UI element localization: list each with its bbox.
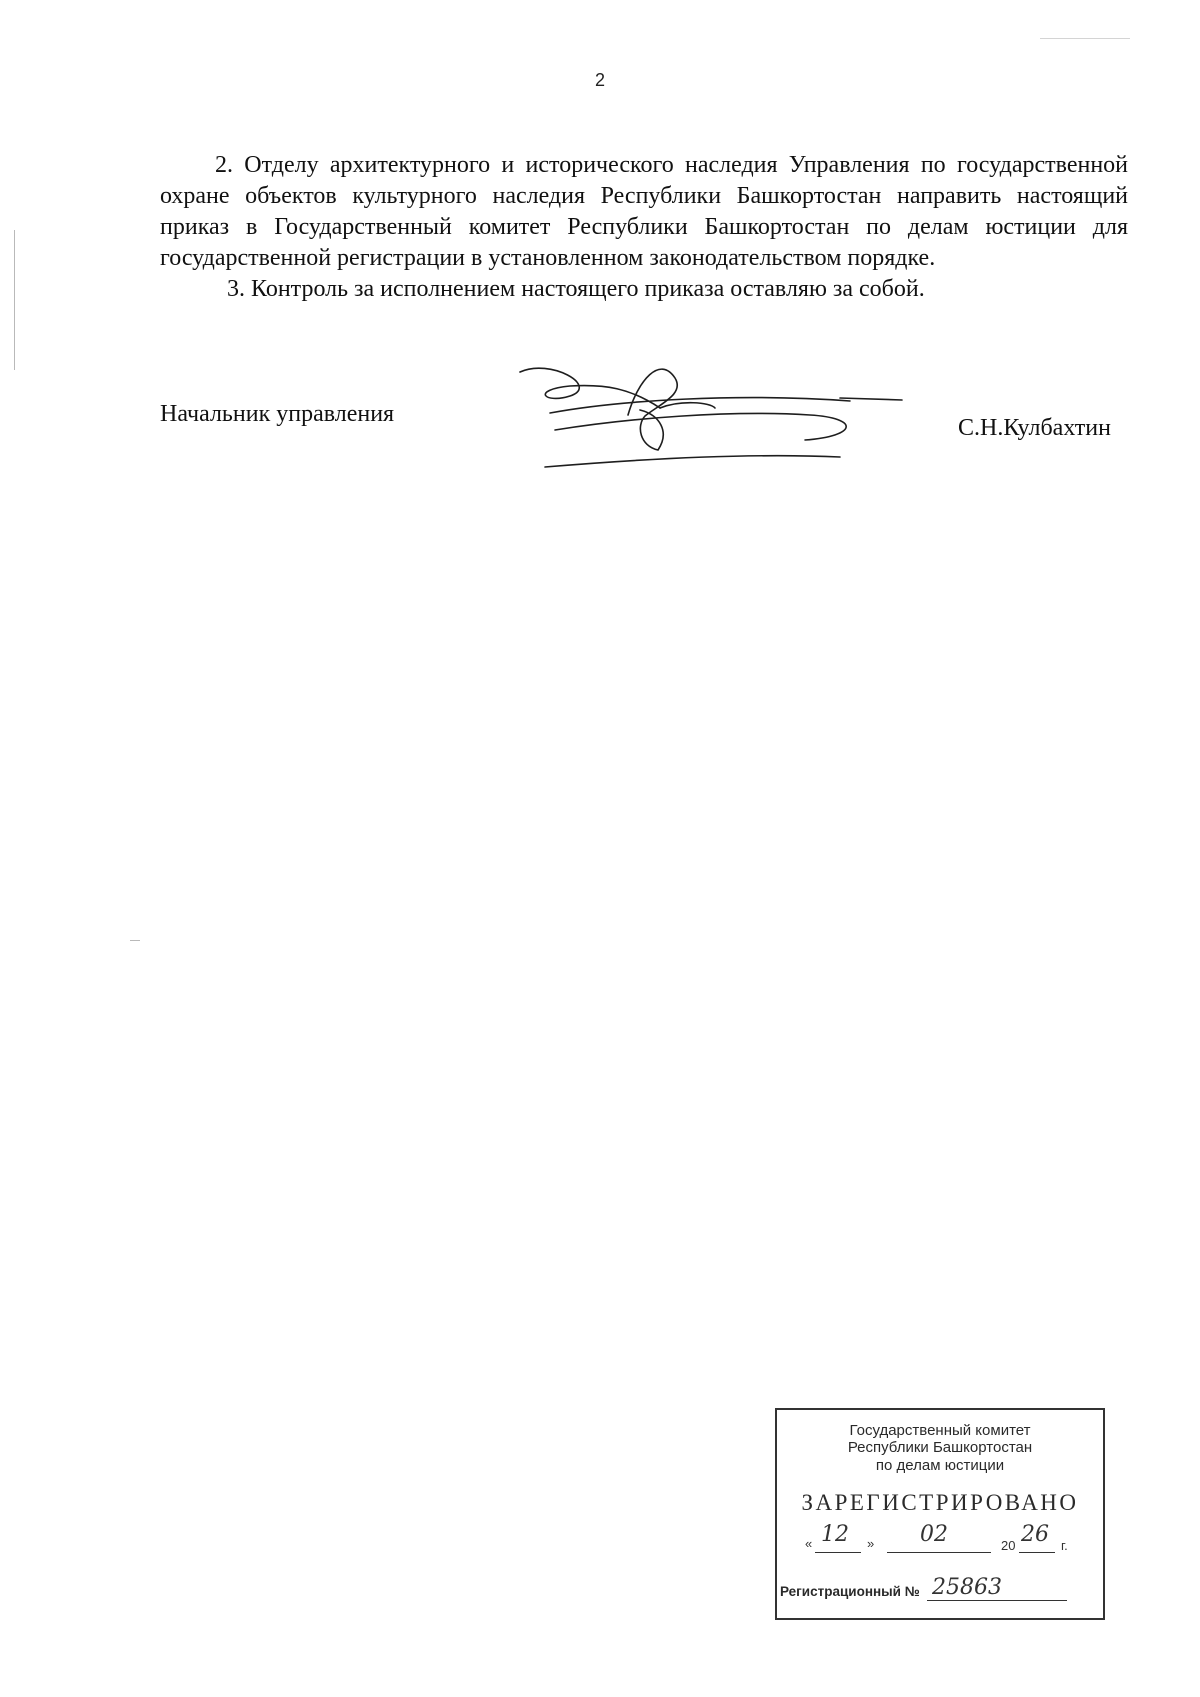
signatory-name: С.Н.Кулбахтин xyxy=(958,415,1111,441)
stamp-registration-number xyxy=(780,1575,1080,1604)
page-number: 2 xyxy=(594,70,605,90)
signatory-title: Начальник управления xyxy=(160,401,395,427)
stamp-org-line: Государственный комитет xyxy=(849,1422,1031,1439)
date-year-unit: г. xyxy=(1061,1538,1068,1553)
stamp-status: ЗАРЕГИСТРИРОВАНО xyxy=(801,1490,1079,1515)
date-quote-close: » xyxy=(867,1536,875,1551)
paragraph-item-3: 3. Контроль за исполнением настоящего приказа оставляю за собой. xyxy=(227,276,925,302)
date-month-underline xyxy=(887,1552,991,1553)
stamp-org-line: по делам юстиции xyxy=(875,1457,1005,1474)
stamp-org-line: Республики Башкортостан xyxy=(847,1439,1033,1456)
date-day-underline xyxy=(815,1552,861,1553)
date-quote-open: « xyxy=(805,1536,813,1551)
registration-stamp xyxy=(775,1408,1105,1620)
date-year-prefix: 20 xyxy=(1001,1538,1016,1553)
handwritten-signature xyxy=(510,360,910,475)
signature-block xyxy=(0,360,1200,480)
regno-value: 25863 xyxy=(932,1575,1002,1600)
paragraph-item-2: 2. Отделу архитектурного и исторического наследия Управления по государственной охране объектов культурного наследия Республики Башкортостан направить настоящий приказ в Государственный комитет Республики Башкортостан по делам юстиции для государственной регистрации в установленном законодательством порядке. xyxy=(160,152,1128,271)
date-day: 12 xyxy=(821,1522,849,1547)
date-year-suffix: 26 xyxy=(1021,1522,1049,1547)
regno-label: Регистрационный № xyxy=(780,1584,920,1599)
scan-mark xyxy=(14,230,15,370)
date-month: 02 xyxy=(920,1522,948,1547)
document-body xyxy=(160,150,1128,305)
scan-mark xyxy=(1040,38,1130,39)
scan-mark xyxy=(130,940,140,941)
stamp-date xyxy=(805,1522,1095,1558)
regno-underline xyxy=(927,1600,1067,1601)
date-year-underline xyxy=(1019,1552,1055,1553)
